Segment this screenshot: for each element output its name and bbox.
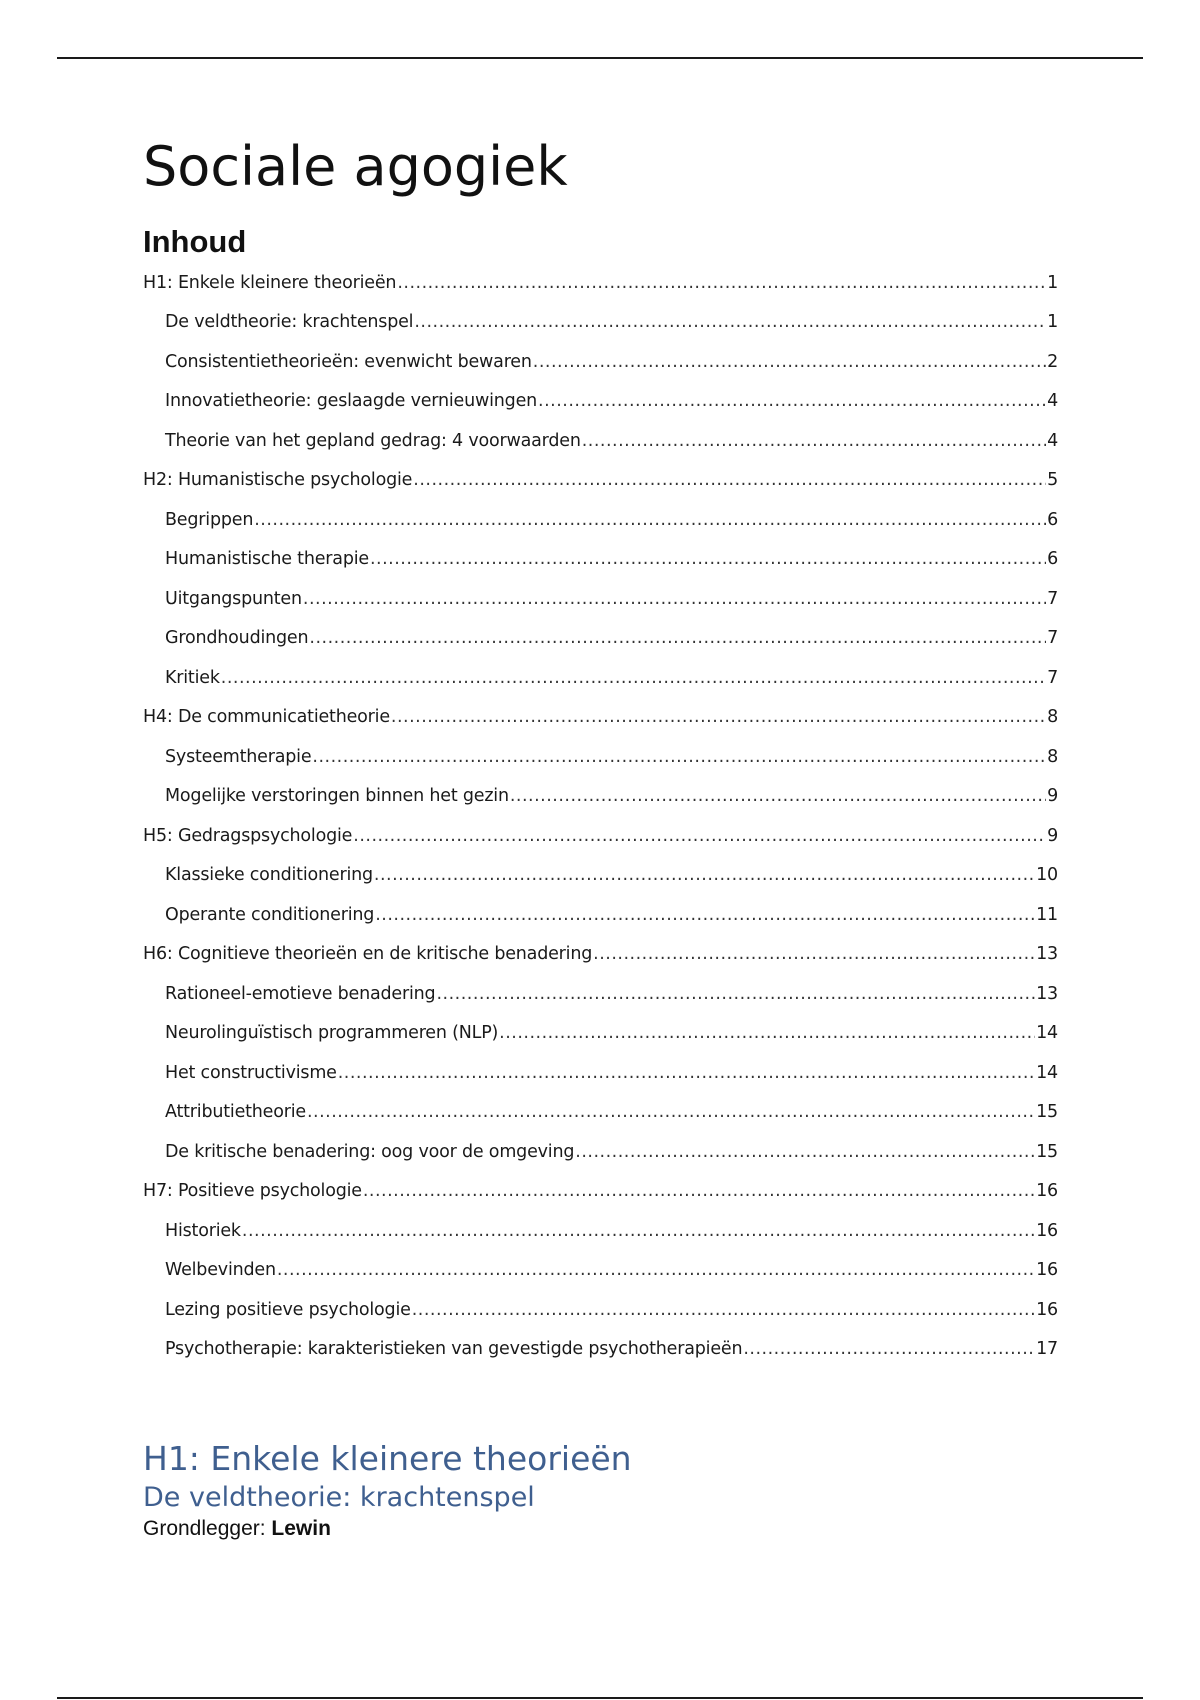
toc-dot-leader (743, 1339, 1035, 1359)
toc-dot-leader (412, 1300, 1035, 1320)
toc-entry-label: Lezing positieve psychologie (165, 1299, 411, 1320)
toc-entry[interactable] (143, 628, 1058, 668)
toc-dot-leader (538, 391, 1046, 411)
toc-dot-leader (413, 470, 1046, 490)
toc-dot-leader (309, 628, 1046, 648)
toc-entry-page-number: 16 (1036, 1181, 1058, 1202)
toc-entry-page-number: 15 (1036, 1141, 1058, 1162)
toc-entry[interactable] (143, 1339, 1058, 1379)
toc-entry[interactable] (143, 707, 1058, 747)
document-body (143, 135, 1058, 1541)
toc-entry[interactable] (143, 273, 1058, 313)
toc-entry-page-number: 10 (1036, 865, 1058, 886)
toc-entry[interactable] (143, 549, 1058, 589)
toc-dot-leader (510, 786, 1046, 806)
toc-entry-page-number: 5 (1047, 470, 1058, 491)
toc-entry-label: De kritische benadering: oog voor de omgeving (165, 1141, 575, 1162)
toc-dot-leader (303, 589, 1046, 609)
toc-entry-label: Theorie van het gepland gedrag: 4 voorwaarden (165, 430, 581, 451)
toc-dot-leader (374, 865, 1035, 885)
toc-entry-page-number: 1 (1047, 312, 1058, 333)
toc-entry-label: Grondhoudingen (165, 628, 309, 649)
toc-entry-page-number: 16 (1036, 1220, 1058, 1241)
document-title: Sociale agogiek (143, 135, 568, 198)
toc-entry-label: H6: Cognitieve theorieën en de kritische benadering (143, 944, 593, 965)
toc-entry-label: H4: De communicatietheorie (143, 707, 390, 728)
toc-entry-page-number: 16 (1036, 1260, 1058, 1281)
toc-entry-page-number: 7 (1047, 667, 1058, 688)
toc-entry-label: H2: Humanistische psychologie (143, 470, 413, 491)
toc-dot-leader (338, 1063, 1035, 1083)
toc-entry[interactable] (143, 944, 1058, 984)
toc-entry-page-number: 17 (1036, 1339, 1058, 1360)
toc-dot-leader (582, 431, 1046, 451)
subsection-heading: De veldtheorie: krachtenspel (143, 1481, 535, 1513)
toc-dot-leader (353, 826, 1046, 846)
toc-entry-page-number: 4 (1047, 430, 1058, 451)
toc-entry[interactable] (143, 470, 1058, 510)
toc-entry-page-number: 9 (1047, 825, 1058, 846)
toc-dot-leader (312, 747, 1046, 767)
toc-entry[interactable] (143, 1300, 1058, 1340)
toc-entry-label: Consistentietheorieën: evenwicht bewaren (165, 351, 532, 372)
toc-entry-label: Innovatietheorie: geslaagde vernieuwingen (165, 391, 538, 412)
toc-dot-leader (242, 1221, 1035, 1241)
toc-dot-leader (370, 549, 1046, 569)
toc-entry-page-number: 11 (1036, 904, 1058, 925)
toc-entry-page-number: 2 (1047, 351, 1058, 372)
toc-entry-page-number: 8 (1047, 746, 1058, 767)
toc-entry-label: H1: Enkele kleinere theorieën (143, 272, 397, 293)
toc-entry[interactable] (143, 865, 1058, 905)
toc-entry-label: Humanistische therapie (165, 549, 369, 570)
toc-dot-leader (254, 510, 1046, 530)
toc-dot-leader (575, 1142, 1035, 1162)
toc-dot-leader (363, 1181, 1035, 1201)
toc-entry-label: Kritiek (165, 667, 220, 688)
toc-entry[interactable] (143, 1063, 1058, 1103)
section-heading: H1: Enkele kleinere theorieën (143, 1438, 632, 1478)
toc-entry[interactable] (143, 668, 1058, 708)
toc-entry-label: Attributietheorie (165, 1102, 306, 1123)
toc-entry[interactable] (143, 1260, 1058, 1300)
founder-name: Lewin (271, 1516, 331, 1540)
page-top-rule (57, 57, 1143, 59)
toc-entry[interactable] (143, 1142, 1058, 1182)
toc-entry-page-number: 1 (1047, 272, 1058, 293)
toc-entry[interactable] (143, 312, 1058, 352)
toc-entry-page-number: 13 (1036, 983, 1058, 1004)
toc-entry-label: Operante conditionering (165, 904, 375, 925)
toc-entry-label: Begrippen (165, 509, 254, 530)
toc-entry[interactable] (143, 391, 1058, 431)
toc-dot-leader (307, 1102, 1035, 1122)
toc-entry[interactable] (143, 786, 1058, 826)
toc-entry[interactable] (143, 1102, 1058, 1142)
toc-dot-leader (533, 352, 1046, 372)
toc-entry-label: Uitgangspunten (165, 588, 302, 609)
toc-entry-page-number: 9 (1047, 786, 1058, 807)
toc-entry-page-number: 7 (1047, 628, 1058, 649)
toc-entry-page-number: 15 (1036, 1102, 1058, 1123)
toc-entry[interactable] (143, 1221, 1058, 1261)
page-bottom-rule (57, 1697, 1143, 1699)
toc-entry-page-number: 14 (1036, 1023, 1058, 1044)
toc-entry-label: Het constructivisme (165, 1062, 337, 1083)
toc-entry-page-number: 6 (1047, 509, 1058, 530)
toc-entry-label: H5: Gedragspsychologie (143, 825, 353, 846)
toc-entry[interactable] (143, 510, 1058, 550)
toc-dot-leader (593, 944, 1035, 964)
toc-dot-leader (221, 668, 1046, 688)
toc-dot-leader (277, 1260, 1035, 1280)
toc-entry[interactable] (143, 984, 1058, 1024)
toc-entry-label: Klassieke conditionering (165, 865, 373, 886)
toc-entry[interactable] (143, 905, 1058, 945)
founder-line (143, 1517, 1058, 1541)
toc-entry[interactable] (143, 1023, 1058, 1063)
toc-entry-label: Psychotherapie: karakteristieken van gevestigde psychotherapieën (165, 1339, 743, 1360)
toc-entry-page-number: 7 (1047, 588, 1058, 609)
table-of-contents (143, 273, 1058, 1379)
toc-entry-page-number: 13 (1036, 944, 1058, 965)
toc-dot-leader (499, 1023, 1035, 1043)
toc-entry-page-number: 4 (1047, 391, 1058, 412)
toc-dot-leader (397, 273, 1046, 293)
toc-entry-page-number: 6 (1047, 549, 1058, 570)
toc-entry-label: Welbevinden (165, 1260, 276, 1281)
toc-entry-label: Rationeel-emotieve benadering (165, 983, 436, 1004)
toc-entry-page-number: 16 (1036, 1299, 1058, 1320)
toc-entry[interactable] (143, 431, 1058, 471)
toc-entry-page-number: 14 (1036, 1062, 1058, 1083)
toc-dot-leader (375, 905, 1035, 925)
toc-entry-label: H7: Positieve psychologie (143, 1181, 362, 1202)
toc-entry[interactable] (143, 826, 1058, 866)
toc-dot-leader (436, 984, 1035, 1004)
toc-dot-leader (414, 312, 1046, 332)
founder-label: Grondlegger: (143, 1516, 272, 1540)
toc-entry-label: Neurolinguïstisch programmeren (NLP) (165, 1023, 499, 1044)
toc-dot-leader (391, 707, 1046, 727)
toc-entry-label: Systeemtherapie (165, 746, 312, 767)
toc-entry-label: Mogelijke verstoringen binnen het gezin (165, 786, 509, 807)
toc-entry-page-number: 8 (1047, 707, 1058, 728)
toc-entry[interactable] (143, 352, 1058, 392)
toc-entry[interactable] (143, 589, 1058, 629)
toc-entry-label: De veldtheorie: krachtenspel (165, 312, 414, 333)
toc-entry-label: Historiek (165, 1220, 241, 1241)
toc-entry[interactable] (143, 747, 1058, 787)
toc-heading: Inhoud (143, 224, 247, 259)
toc-entry[interactable] (143, 1181, 1058, 1221)
